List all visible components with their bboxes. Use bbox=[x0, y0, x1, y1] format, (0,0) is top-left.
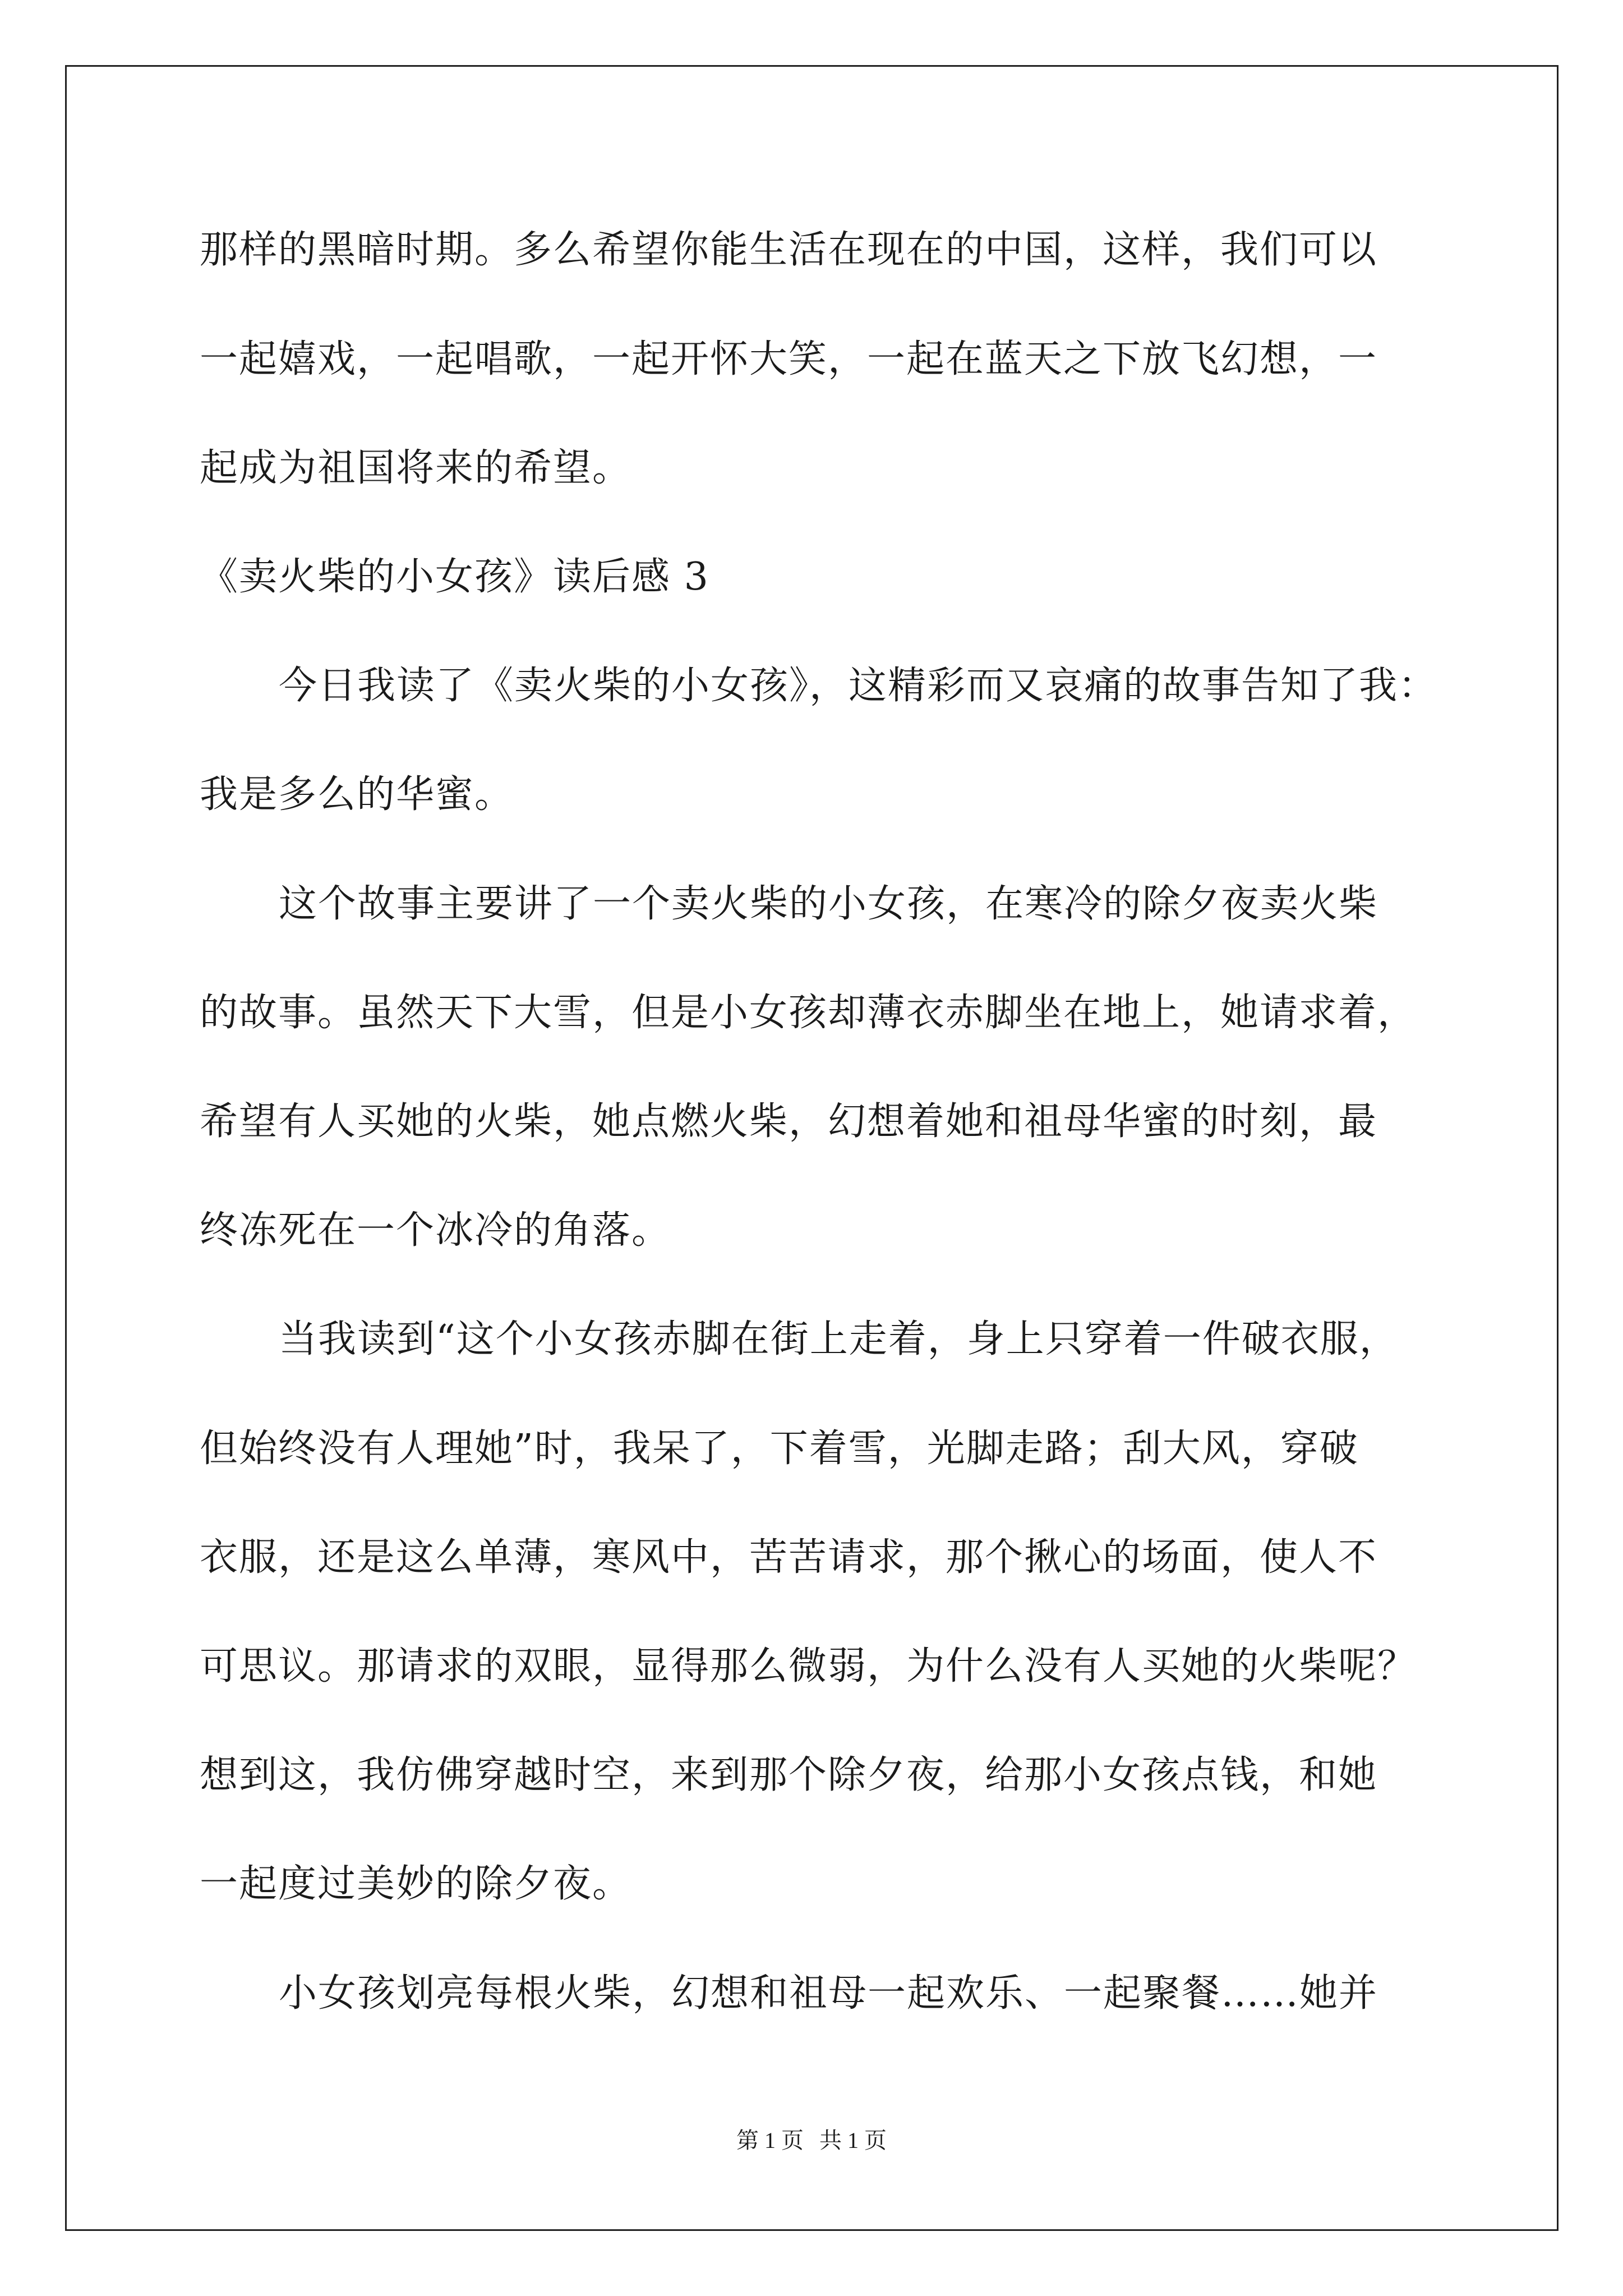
text-line: 想到这，我仿佛穿越时空，来到那个除夕夜，给那小女孩点钱，和她 bbox=[200, 1753, 1378, 1797]
page-footer bbox=[0, 2129, 1623, 2152]
text-line: 今日我读了《卖火柴的小女孩》，这精彩而又哀痛的故事告知了我： bbox=[279, 664, 1438, 708]
text-line: 小女孩划亮每根火柴，幻想和祖母一起欢乐、一起聚餐……她并 bbox=[279, 1971, 1378, 2016]
text-line: 可思议。那请求的双眼，显得那么微弱，为什么没有人买她的火柴呢？ bbox=[200, 1644, 1417, 1688]
page-number: 第 1 页 bbox=[736, 2128, 804, 2153]
section-heading: 《卖火柴的小女孩》读后感 3 bbox=[200, 555, 709, 599]
text-line: 希望有人买她的火柴，她点燃火柴，幻想着她和祖母华蜜的时刻，最 bbox=[200, 1099, 1378, 1144]
text-line: 起成为祖国将来的希望。 bbox=[200, 446, 632, 490]
text-line: 我是多么的华蜜。 bbox=[200, 772, 514, 817]
text-line: 这个故事主要讲了一个卖火柴的小女孩，在寒冷的除夕夜卖火柴 bbox=[279, 882, 1378, 926]
text-line: 当我读到“这个小女孩赤脚在街上走着，身上只穿着一件破衣服， bbox=[279, 1317, 1399, 1361]
text-line: 的故事。虽然天下大雪，但是小女孩却薄衣赤脚坐在地上，她请求着， bbox=[200, 991, 1417, 1035]
page-total: 共 1 页 bbox=[819, 2128, 887, 2153]
text-line: 终冻死在一个冰冷的角落。 bbox=[200, 1208, 671, 1253]
text-line: 那样的黑暗时期。多么希望你能生活在现在的中国，这样，我们可以 bbox=[200, 228, 1378, 272]
text-line: 一起嬉戏，一起唱歌，一起开怀大笑，一起在蓝天之下放飞幻想，一 bbox=[200, 337, 1378, 381]
text-line: 但始终没有人理她”时，我呆了，下着雪，光脚走路；刮大风，穿破 bbox=[200, 1427, 1359, 1471]
text-line: 一起度过美妙的除夕夜。 bbox=[200, 1862, 632, 1906]
text-line: 衣服，还是这么单薄，寒风中，苦苦请求，那个揪心的场面，使人不 bbox=[200, 1535, 1378, 1580]
